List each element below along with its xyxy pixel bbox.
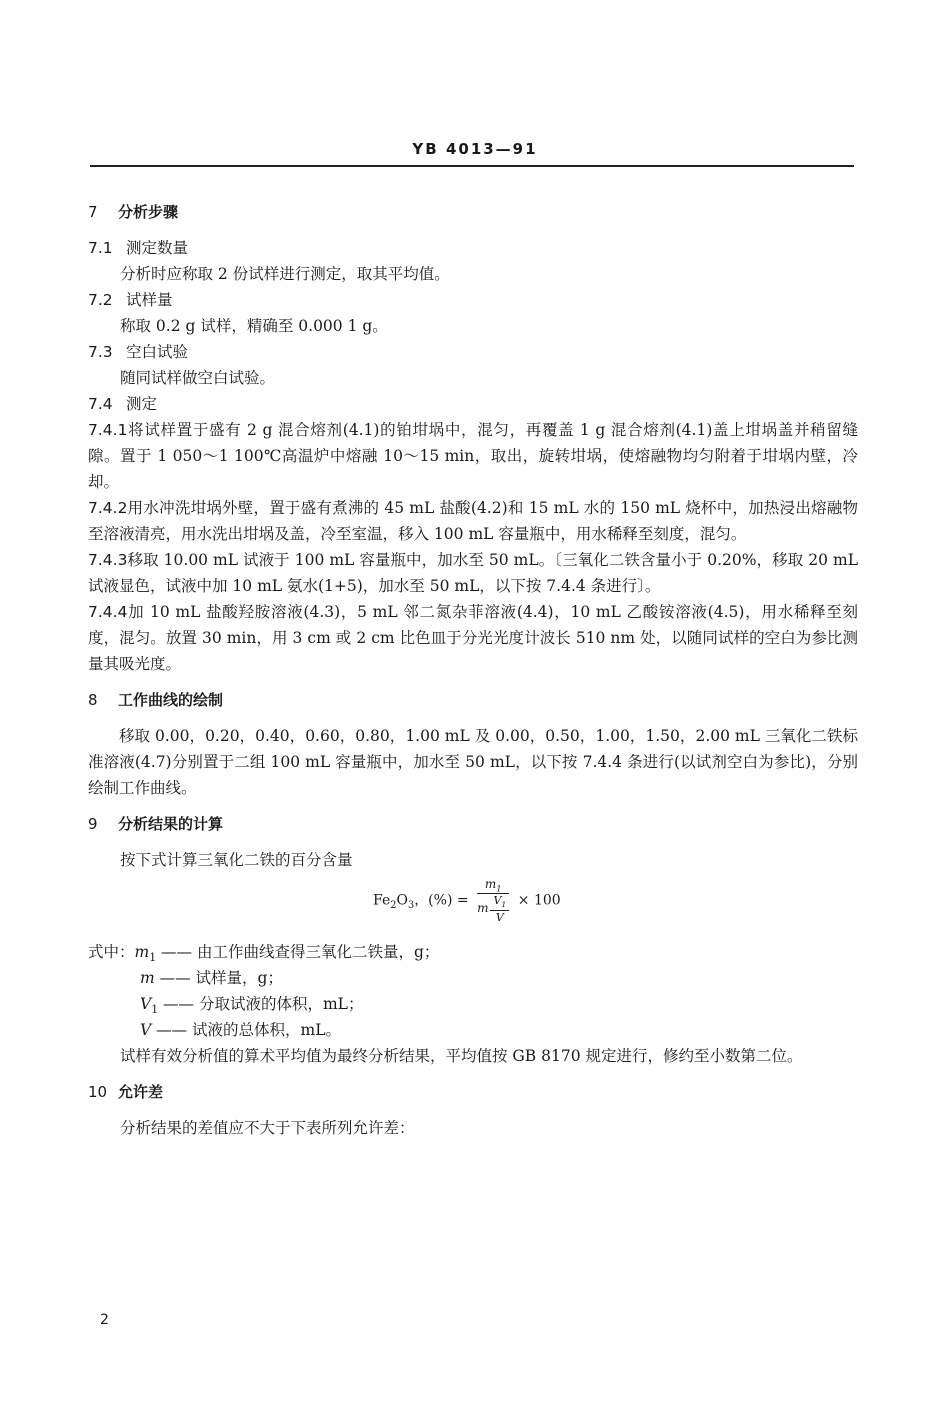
section-9-intro: 按下式计算三氧化二铁的百分含量	[120, 851, 353, 869]
fraction-denominator: m $\frac{V_1}{V}$	[477, 894, 509, 923]
clause-7-4-3: 7.4.3移取 10.00 mL 试液于 100 mL 容量瓶中，加水至 50 mL。〔三氧化二铁含量小于 0.20%，移取 20 mL试液显色，试液中加 10 mL 氨水(1+5)，加水至 50 mL，以下按 7.4.4 条进行〕。	[88, 551, 858, 595]
section-8-text: 移取 0.00，0.20，0.40，0.60，0.80，1.00 mL 及 0.00，0.50，1.00，1.50，2.00 mL 三氧化二铁标准溶液(4.7)分别置于二组 100 mL 容量瓶中，加水至 50 mL，以下按 7.4.4 条进行(以试剂空白为参比)，分别绘制工作曲线。	[88, 727, 858, 797]
main-fraction	[477, 877, 509, 924]
clause-7-3-heading: 7.3 空白试验	[88, 343, 189, 361]
section-10-text: 分析结果的差值应不大于下表所列允许差：	[120, 1119, 415, 1137]
fraction-numerator: $m_1$	[477, 877, 509, 894]
section-title-text: 工作曲线的绘制	[118, 691, 224, 709]
standard-code-header: YB 4013—91	[412, 140, 538, 158]
inner-fraction: $\frac{V_1}{V}$	[490, 894, 509, 923]
formula-block	[88, 873, 858, 939]
fe2o3-formula: $Fe_2O_3$，(%) = $m_1$ m $\frac{V_1}{V}$ × 100	[373, 877, 561, 924]
section-title-text: 分析步骤	[118, 203, 179, 221]
section-number: 7	[88, 203, 98, 221]
variable-def: V —— 试液的总体积，mL。	[140, 1021, 342, 1039]
section-number: 9	[88, 815, 98, 833]
section-9-closing: 试样有效分析值的算术平均值为最终分析结果，平均值按 GB 8170 规定进行，修约至小数第二位。	[120, 1047, 803, 1065]
clause-7-4-1: 7.4.1将试样置于盛有 2 g 混合熔剂(4.1)的铂坩埚中，混匀，再覆盖 1 g 混合熔剂(4.1)盖上坩埚盖并稍留缝隙。置于 1 050～1 100℃高温炉中熔融 10～15 min，取出，旋转坩埚，使熔融物均匀附着于坩埚内壁，冷却。	[88, 421, 858, 491]
section-9-title	[88, 809, 858, 839]
clause-7-2-heading: 7.2 试样量	[88, 291, 173, 309]
page-number: 2	[100, 1312, 109, 1328]
section-title-text: 允许差	[118, 1083, 164, 1101]
variable-def: $V_1$ —— 分取试液的体积，mL；	[140, 995, 364, 1017]
clause-7-4-4: 7.4.4加 10 mL 盐酸羟胺溶液(4.3)，5 mL 邻二氮杂菲溶液(4.4)，10 mL 乙酸铵溶液(4.5)，用水稀释至刻度，混匀。放置 30 min，用 3 cm 或 2 cm 比色皿于分光光度计波长 510 nm 处，以随同试样的空白为参比测量其吸光度。	[88, 603, 858, 673]
section-7-title	[88, 197, 858, 227]
section-8-title	[88, 685, 858, 715]
clause-7-2-text: 称取 0.2 g 试样，精确至 0.000 1 g。	[120, 317, 388, 335]
section-number: 10	[88, 1083, 108, 1101]
section-title-text: 分析结果的计算	[118, 815, 224, 833]
clause-7-3-text: 随同试样做空白试验。	[120, 369, 276, 387]
clause-7-4-2: 7.4.2用水冲洗坩埚外壁，置于盛有煮沸的 45 mL 盐酸(4.2)和 15 mL 水的 150 mL 烧杯中，加热浸出熔融物至溶液清亮，用水洗出坩埚及盖，冷至室温，移入 100 mL 容量瓶中，用水稀释至刻度，混匀。	[88, 499, 858, 543]
clause-7-1-text: 分析时应称取 2 份试样进行测定，取其平均值。	[120, 265, 450, 283]
header-rule	[90, 165, 854, 167]
section-10-title	[88, 1077, 858, 1107]
clause-7-1-heading: 7.1 测定数量	[88, 239, 189, 257]
variable-def: 式中：$m_1$ —— 由工作曲线查得三氧化二铁量，g；	[88, 943, 440, 965]
document-body	[88, 197, 858, 1141]
variable-definitions	[88, 939, 858, 1043]
variable-def: m —— 试样量，g；	[140, 969, 283, 987]
section-number: 8	[88, 691, 98, 709]
clause-7-4-heading: 7.4 测定	[88, 395, 158, 413]
